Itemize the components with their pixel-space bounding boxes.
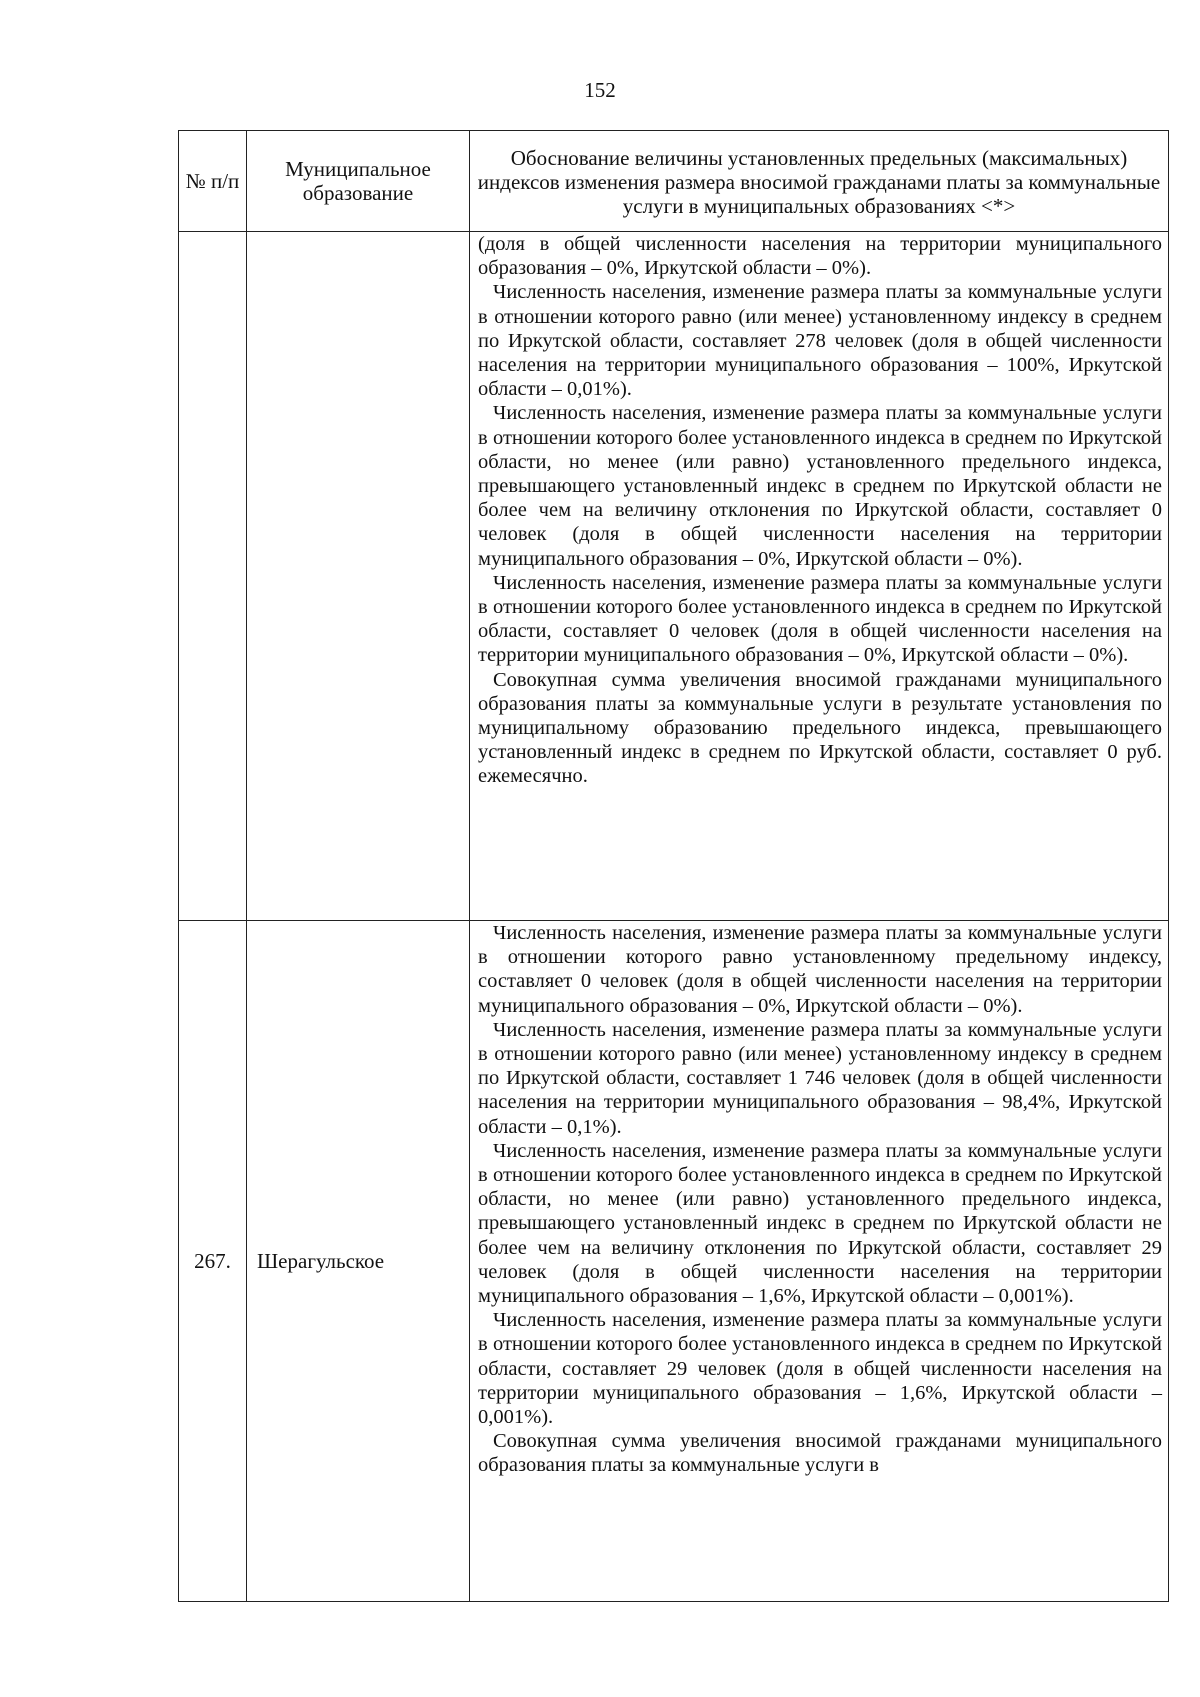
row-number: 267. [179, 921, 247, 1602]
municipality-name [247, 232, 470, 921]
row-number [179, 232, 247, 921]
justification-text [470, 232, 1169, 921]
municipality-name: Шерагульское [247, 921, 470, 1602]
paragraph: Численность населения, изменение размера платы за коммунальные услуги в отношении которого более установленного индекса в среднем по Иркутской области, составляет 0 человек (доля в общей численности населения на территории муниципального образования – 0%, Иркутской области – 0%). [478, 571, 1162, 667]
header-justification: Обоснование величины установленных предельных (максимальных) индексов изменения размера вносимой гражданами платы за коммунальные услуги в муниципальных образованиях <*> [470, 131, 1169, 232]
paragraph: Численность населения, изменение размера платы за коммунальные услуги в отношении которого более установленного индекса в среднем по Иркутской области, но менее (или равно) установленного предельного индекса, превышающего установленный индекс в среднем по Иркутской области не более чем на величину отклонения по Иркутской области, составляет 0 человек (доля в общей численности населения на территории муниципального образования – 0%, Иркутской области – 0%). [478, 402, 1162, 570]
page-number: 152 [584, 78, 616, 102]
table-header-row [179, 131, 1169, 232]
paragraph: Численность населения, изменение размера платы за коммунальные услуги в отношении которого равно установленному предельному индексу, составляет 0 человек (доля в общей численности населения на территории муниципального образования – 0%, Иркутской области – 0%). [478, 922, 1162, 1017]
paragraph: Численность населения, изменение размера платы за коммунальные услуги в отношении которого равно (или менее) установленному индексу в среднем по Иркутской области, составляет 1 746 человек (доля в общей численности населения на территории муниципального образования – 98,4%, Иркутской области – 0,1%). [478, 1018, 1162, 1138]
header-municipality: Муниципальное образование [247, 131, 470, 232]
paragraph: Численность населения, изменение размера платы за коммунальные услуги в отношении которого более установленного индекса в среднем по Иркутской области, составляет 29 человек (доля в общей численности населения на территории муниципального образования – 1,6%, Иркутской области – 0,001%). [478, 1309, 1162, 1429]
header-num: № п/п [179, 131, 247, 232]
paragraph: Численность населения, изменение размера платы за коммунальные услуги в отношении которого равно (или менее) установленному индексу в среднем по Иркутской области, составляет 278 человек (доля в общей численности населения на территории муниципального образования – 100%, Иркутской области – 0,01%). [478, 281, 1162, 401]
paragraph: (доля в общей численности населения на территории муниципального образования – 0%, Иркутской области – 0%). [478, 233, 1162, 280]
paragraph: Совокупная сумма увеличения вносимой гражданами муниципального образования платы за коммунальные услуги в результате установления по муниципальному образованию предельного индекса, превышающего установленный индекс в среднем по Иркутской области, составляет 0 руб. ежемесячно. [478, 668, 1162, 788]
paragraph: Совокупная сумма увеличения вносимой гражданами муниципального образования платы за коммунальные услуги в [478, 1430, 1162, 1477]
table-row [179, 232, 1169, 921]
table-row [179, 921, 1169, 1602]
justification-table [178, 130, 1169, 1602]
paragraph: Численность населения, изменение размера платы за коммунальные услуги в отношении которого более установленного индекса в среднем по Иркутской области, но менее (или равно) установленного предельного индекса, превышающего установленный индекс в среднем по Иркутской области не более чем на величину отклонения по Иркутской области, составляет 29 человек (доля в общей численности населения на территории муниципального образования – 1,6%, Иркутской области – 0,001%). [478, 1139, 1162, 1308]
justification-text [470, 921, 1169, 1602]
